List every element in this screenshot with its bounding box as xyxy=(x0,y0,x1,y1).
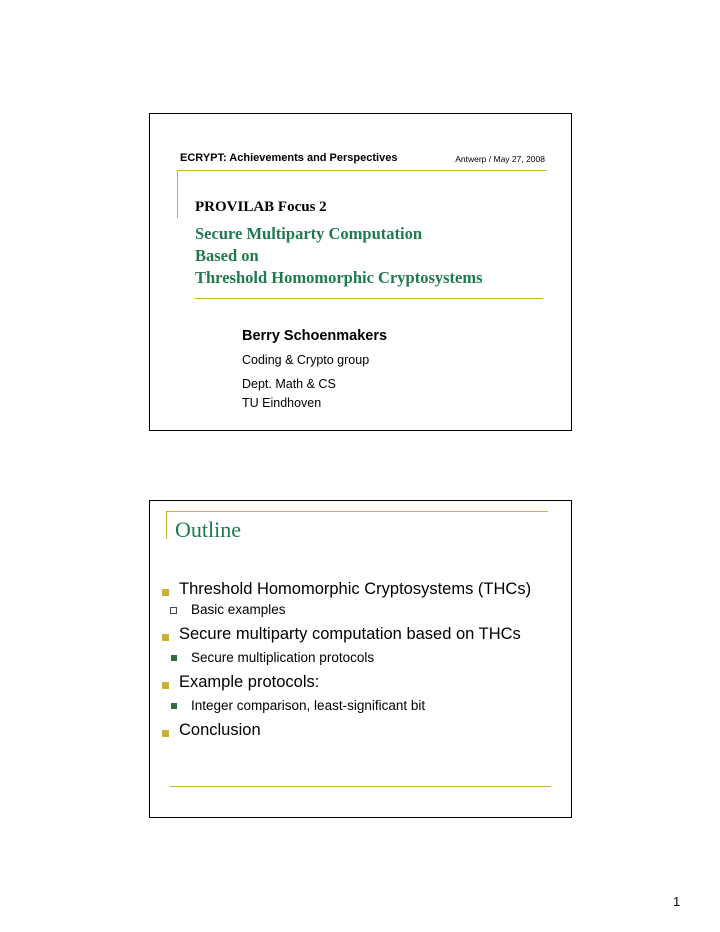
outline-subitem: Secure multiplication protocols xyxy=(191,650,375,665)
title-side-rule xyxy=(166,511,167,539)
header-side-rule xyxy=(177,170,178,218)
title-slide xyxy=(149,113,572,431)
title-line: Based on xyxy=(195,246,259,265)
footer-rule xyxy=(170,786,551,787)
title-rule xyxy=(166,511,548,512)
header-rule xyxy=(177,170,547,171)
green-square-bullet-icon xyxy=(171,655,177,661)
square-bullet-icon xyxy=(162,634,169,641)
outline-item: Conclusion xyxy=(179,721,261,739)
affiliation-line: TU Eindhoven xyxy=(242,396,322,410)
outline-subitem: Integer comparison, least-significant bit xyxy=(191,698,426,713)
slide-subtitle: PROVILAB Focus 2 xyxy=(195,199,327,215)
title-underline xyxy=(195,298,543,299)
square-bullet-icon xyxy=(162,589,169,596)
conference-location-date: Antwerp / May 27, 2008 xyxy=(455,154,545,164)
outline-item: Secure multiparty computation based on THCs xyxy=(179,625,521,643)
green-square-bullet-icon xyxy=(171,703,177,709)
slide-title: Outline xyxy=(175,517,241,542)
square-bullet-icon xyxy=(162,730,169,737)
outline-item: Threshold Homomorphic Cryptosystems (THCs) xyxy=(179,580,532,598)
conference-name: ECRYPT: Achievements and Perspectives xyxy=(180,152,398,164)
author-name: Berry Schoenmakers xyxy=(242,328,388,344)
title-line: Threshold Homomorphic Cryptosystems xyxy=(195,268,483,287)
title-line: Secure Multiparty Computation xyxy=(195,224,423,243)
affiliation-line: Dept. Math & CS xyxy=(242,377,336,391)
slide-title xyxy=(195,223,483,289)
page-number: 1 xyxy=(673,894,681,909)
square-bullet-icon xyxy=(162,682,169,689)
affiliation-line: Coding & Crypto group xyxy=(242,353,370,367)
outline-item: Example protocols: xyxy=(179,673,320,691)
hollow-square-bullet-icon xyxy=(170,607,177,614)
outline-subitem: Basic examples xyxy=(191,602,286,617)
outline-slide xyxy=(149,500,572,818)
